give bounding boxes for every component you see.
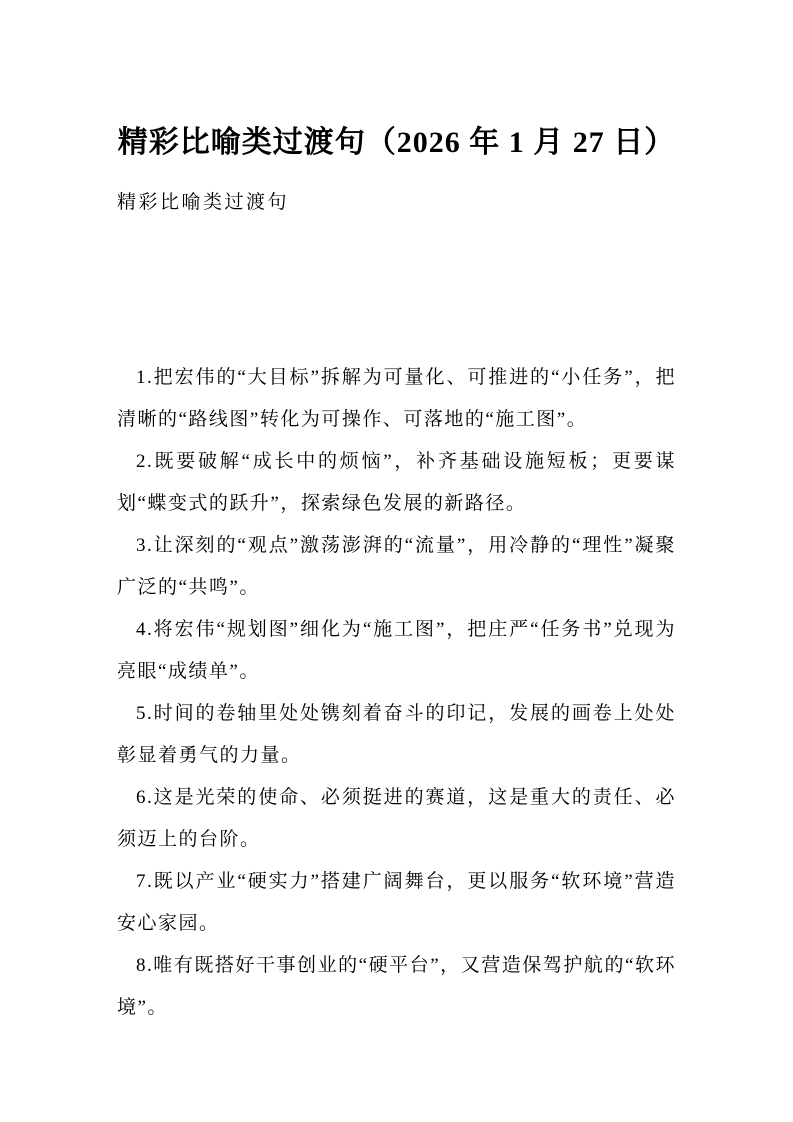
paragraph-item: 5.时间的卷轴里处处镌刻着奋斗的印记，发展的画卷上处处彰显着勇气的力量。 bbox=[117, 703, 676, 766]
paragraph-item: 7.既以产业“硬实力”搭建广阔舞台，更以服务“软环境”营造安心家园。 bbox=[117, 871, 676, 934]
paragraph-item: 4.将宏伟“规划图”细化为“施工图”，把庄严“任务书”兑现为亮眼“成绩单”。 bbox=[117, 619, 676, 682]
document-title: 精彩比喻类过渡句（2026 年 1 月 27 日） bbox=[117, 126, 676, 159]
paragraph-item: 3.让深刻的“观点”激荡澎湃的“流量”，用冷静的“理性”凝聚广泛的“共鸣”。 bbox=[117, 535, 676, 598]
paragraph-item: 8.唯有既搭好干事创业的“硬平台”，又营造保驾护航的“软环境”。 bbox=[117, 955, 676, 1018]
blank-space bbox=[117, 224, 676, 357]
paragraph-item: 2.既要破解“成长中的烦恼”，补齐基础设施短板；更要谋划“蝶变式的跃升”，探索绿色发展的新路径。 bbox=[117, 451, 676, 514]
paragraph-item: 6.这是光荣的使命、必须挺进的赛道，这是重大的责任、必须迈上的台阶。 bbox=[117, 787, 676, 850]
paragraph-item: 1.把宏伟的“大目标”拆解为可量化、可推进的“小任务”，把清晰的“路线图”转化为可操作、可落地的“施工图”。 bbox=[117, 367, 676, 430]
paragraph-list bbox=[117, 357, 676, 1029]
document-subtitle: 精彩比喻类过渡句 bbox=[117, 192, 290, 213]
